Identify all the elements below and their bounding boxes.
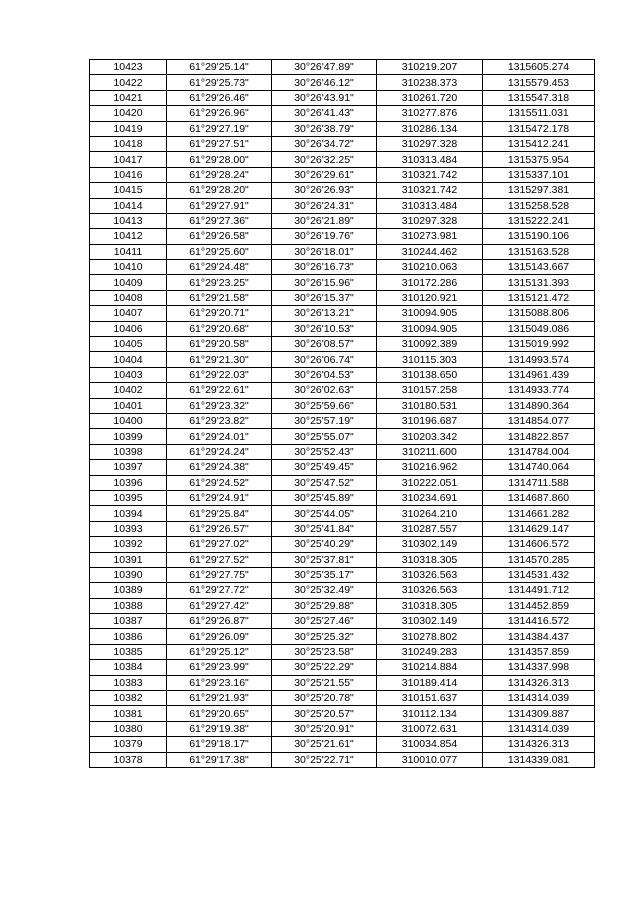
y-coordinate-cell: 1314687.860 — [483, 490, 595, 505]
longitude-cell: 30°25'22.71" — [272, 752, 377, 767]
point-number-cell: 10381 — [90, 706, 167, 721]
longitude-cell: 30°26'21.89" — [272, 213, 377, 228]
latitude-cell: 61°29'24.48" — [167, 260, 272, 275]
y-coordinate-cell: 1315472.178 — [483, 121, 595, 136]
point-number-cell: 10418 — [90, 136, 167, 151]
latitude-cell: 61°29'26.87" — [167, 614, 272, 629]
x-coordinate-cell: 310112.134 — [377, 706, 483, 721]
x-coordinate-cell: 310297.328 — [377, 213, 483, 228]
longitude-cell: 30°26'46.12" — [272, 75, 377, 90]
longitude-cell: 30°25'49.45" — [272, 460, 377, 475]
latitude-cell: 61°29'20.65" — [167, 706, 272, 721]
y-coordinate-cell: 1314822.857 — [483, 429, 595, 444]
point-number-cell: 10382 — [90, 691, 167, 706]
x-coordinate-cell: 310313.484 — [377, 152, 483, 167]
longitude-cell: 30°25'41.84" — [272, 521, 377, 536]
table-row — [90, 506, 595, 521]
longitude-cell: 30°25'20.78" — [272, 691, 377, 706]
x-coordinate-cell: 310244.462 — [377, 244, 483, 259]
x-coordinate-cell: 310234.691 — [377, 490, 483, 505]
longitude-cell: 30°26'29.61" — [272, 167, 377, 182]
longitude-cell: 30°26'10.53" — [272, 321, 377, 336]
table-row — [90, 614, 595, 629]
y-coordinate-cell: 1314933.774 — [483, 383, 595, 398]
y-coordinate-cell: 1315049.086 — [483, 321, 595, 336]
x-coordinate-cell: 310034.854 — [377, 737, 483, 752]
longitude-cell: 30°25'45.89" — [272, 490, 377, 505]
latitude-cell: 61°29'23.25" — [167, 275, 272, 290]
y-coordinate-cell: 1314740.064 — [483, 460, 595, 475]
latitude-cell: 61°29'23.16" — [167, 675, 272, 690]
y-coordinate-cell: 1315412.241 — [483, 136, 595, 151]
latitude-cell: 61°29'18.17" — [167, 737, 272, 752]
y-coordinate-cell: 1314309.887 — [483, 706, 595, 721]
x-coordinate-cell: 310157.258 — [377, 383, 483, 398]
table-row — [90, 598, 595, 613]
x-coordinate-cell: 310222.051 — [377, 475, 483, 490]
longitude-cell: 30°25'59.66" — [272, 398, 377, 413]
x-coordinate-cell: 310211.600 — [377, 444, 483, 459]
latitude-cell: 61°29'25.73" — [167, 75, 272, 90]
y-coordinate-cell: 1315297.381 — [483, 183, 595, 198]
longitude-cell: 30°25'37.81" — [272, 552, 377, 567]
table-row — [90, 567, 595, 582]
table-row — [90, 552, 595, 567]
coordinates-table-body — [90, 60, 595, 768]
x-coordinate-cell: 310249.283 — [377, 644, 483, 659]
latitude-cell: 61°29'27.91" — [167, 198, 272, 213]
point-number-cell: 10392 — [90, 537, 167, 552]
y-coordinate-cell: 1314961.439 — [483, 367, 595, 382]
latitude-cell: 61°29'20.58" — [167, 337, 272, 352]
table-row — [90, 644, 595, 659]
point-number-cell: 10398 — [90, 444, 167, 459]
longitude-cell: 30°25'55.07" — [272, 429, 377, 444]
table-row — [90, 306, 595, 321]
latitude-cell: 61°29'19.38" — [167, 721, 272, 736]
longitude-cell: 30°25'20.57" — [272, 706, 377, 721]
x-coordinate-cell: 310210.063 — [377, 260, 483, 275]
longitude-cell: 30°26'02.63" — [272, 383, 377, 398]
y-coordinate-cell: 1315579.453 — [483, 75, 595, 90]
longitude-cell: 30°25'21.61" — [272, 737, 377, 752]
latitude-cell: 61°29'27.02" — [167, 537, 272, 552]
point-number-cell: 10380 — [90, 721, 167, 736]
longitude-cell: 30°25'57.19" — [272, 413, 377, 428]
x-coordinate-cell: 310180.531 — [377, 398, 483, 413]
y-coordinate-cell: 1315121.472 — [483, 290, 595, 305]
y-coordinate-cell: 1315088.806 — [483, 306, 595, 321]
y-coordinate-cell: 1315131.393 — [483, 275, 595, 290]
latitude-cell: 61°29'22.61" — [167, 383, 272, 398]
longitude-cell: 30°26'34.72" — [272, 136, 377, 151]
y-coordinate-cell: 1315163.528 — [483, 244, 595, 259]
longitude-cell: 30°26'19.76" — [272, 229, 377, 244]
y-coordinate-cell: 1315547.318 — [483, 90, 595, 105]
table-row — [90, 660, 595, 675]
point-number-cell: 10416 — [90, 167, 167, 182]
point-number-cell: 10423 — [90, 60, 167, 75]
point-number-cell: 10379 — [90, 737, 167, 752]
table-row — [90, 398, 595, 413]
y-coordinate-cell: 1314314.039 — [483, 721, 595, 736]
x-coordinate-cell: 310238.373 — [377, 75, 483, 90]
y-coordinate-cell: 1314711.588 — [483, 475, 595, 490]
latitude-cell: 61°29'25.60" — [167, 244, 272, 259]
longitude-cell: 30°25'35.17" — [272, 567, 377, 582]
table-row — [90, 183, 595, 198]
x-coordinate-cell: 310094.905 — [377, 321, 483, 336]
x-coordinate-cell: 310321.742 — [377, 167, 483, 182]
point-number-cell: 10388 — [90, 598, 167, 613]
table-row — [90, 752, 595, 767]
x-coordinate-cell: 310216.962 — [377, 460, 483, 475]
longitude-cell: 30°26'06.74" — [272, 352, 377, 367]
x-coordinate-cell: 310138.650 — [377, 367, 483, 382]
latitude-cell: 61°29'25.14" — [167, 60, 272, 75]
y-coordinate-cell: 1314314.039 — [483, 691, 595, 706]
y-coordinate-cell: 1314606.572 — [483, 537, 595, 552]
longitude-cell: 30°26'13.21" — [272, 306, 377, 321]
point-number-cell: 10395 — [90, 490, 167, 505]
coordinates-table — [89, 59, 595, 768]
table-row — [90, 629, 595, 644]
table-row — [90, 198, 595, 213]
point-number-cell: 10412 — [90, 229, 167, 244]
latitude-cell: 61°29'24.91" — [167, 490, 272, 505]
point-number-cell: 10383 — [90, 675, 167, 690]
table-row — [90, 167, 595, 182]
y-coordinate-cell: 1314531.432 — [483, 567, 595, 582]
longitude-cell: 30°26'38.79" — [272, 121, 377, 136]
y-coordinate-cell: 1314339.081 — [483, 752, 595, 767]
point-number-cell: 10399 — [90, 429, 167, 444]
table-row — [90, 721, 595, 736]
y-coordinate-cell: 1314326.313 — [483, 675, 595, 690]
x-coordinate-cell: 310214.884 — [377, 660, 483, 675]
table-row — [90, 490, 595, 505]
x-coordinate-cell: 310172.286 — [377, 275, 483, 290]
point-number-cell: 10394 — [90, 506, 167, 521]
latitude-cell: 61°29'27.52" — [167, 552, 272, 567]
x-coordinate-cell: 310302.149 — [377, 614, 483, 629]
table-row — [90, 444, 595, 459]
longitude-cell: 30°25'29.88" — [272, 598, 377, 613]
longitude-cell: 30°26'41.43" — [272, 106, 377, 121]
latitude-cell: 61°29'24.01" — [167, 429, 272, 444]
latitude-cell: 61°29'26.09" — [167, 629, 272, 644]
x-coordinate-cell: 310092.389 — [377, 337, 483, 352]
point-number-cell: 10417 — [90, 152, 167, 167]
table-row — [90, 152, 595, 167]
table-row — [90, 121, 595, 136]
longitude-cell: 30°26'15.37" — [272, 290, 377, 305]
latitude-cell: 61°29'26.58" — [167, 229, 272, 244]
x-coordinate-cell: 310326.563 — [377, 583, 483, 598]
y-coordinate-cell: 1315143.667 — [483, 260, 595, 275]
latitude-cell: 61°29'17.38" — [167, 752, 272, 767]
longitude-cell: 30°25'22.29" — [272, 660, 377, 675]
longitude-cell: 30°26'18.01" — [272, 244, 377, 259]
point-number-cell: 10420 — [90, 106, 167, 121]
latitude-cell: 61°29'27.42" — [167, 598, 272, 613]
point-number-cell: 10408 — [90, 290, 167, 305]
table-row — [90, 106, 595, 121]
latitude-cell: 61°29'22.03" — [167, 367, 272, 382]
latitude-cell: 61°29'21.30" — [167, 352, 272, 367]
longitude-cell: 30°25'23.58" — [272, 644, 377, 659]
x-coordinate-cell: 310318.305 — [377, 552, 483, 567]
point-number-cell: 10415 — [90, 183, 167, 198]
y-coordinate-cell: 1315511.031 — [483, 106, 595, 121]
table-row — [90, 706, 595, 721]
x-coordinate-cell: 310151.637 — [377, 691, 483, 706]
y-coordinate-cell: 1315190.106 — [483, 229, 595, 244]
latitude-cell: 61°29'27.75" — [167, 567, 272, 582]
x-coordinate-cell: 310277.876 — [377, 106, 483, 121]
latitude-cell: 61°29'23.32" — [167, 398, 272, 413]
point-number-cell: 10387 — [90, 614, 167, 629]
table-row — [90, 337, 595, 352]
longitude-cell: 30°25'40.29" — [272, 537, 377, 552]
latitude-cell: 61°29'26.57" — [167, 521, 272, 536]
x-coordinate-cell: 310273.981 — [377, 229, 483, 244]
x-coordinate-cell: 310278.802 — [377, 629, 483, 644]
x-coordinate-cell: 310120.921 — [377, 290, 483, 305]
x-coordinate-cell: 310297.328 — [377, 136, 483, 151]
table-row — [90, 691, 595, 706]
latitude-cell: 61°29'25.84" — [167, 506, 272, 521]
longitude-cell: 30°25'27.46" — [272, 614, 377, 629]
table-row — [90, 737, 595, 752]
latitude-cell: 61°29'23.82" — [167, 413, 272, 428]
point-number-cell: 10391 — [90, 552, 167, 567]
table-row — [90, 583, 595, 598]
point-number-cell: 10403 — [90, 367, 167, 382]
longitude-cell: 30°25'32.49" — [272, 583, 377, 598]
latitude-cell: 61°29'27.51" — [167, 136, 272, 151]
table-row — [90, 60, 595, 75]
x-coordinate-cell: 310219.207 — [377, 60, 483, 75]
point-number-cell: 10378 — [90, 752, 167, 767]
point-number-cell: 10404 — [90, 352, 167, 367]
table-row — [90, 90, 595, 105]
y-coordinate-cell: 1314452.859 — [483, 598, 595, 613]
y-coordinate-cell: 1315258.528 — [483, 198, 595, 213]
table-row — [90, 229, 595, 244]
longitude-cell: 30°26'47.89" — [272, 60, 377, 75]
latitude-cell: 61°29'26.46" — [167, 90, 272, 105]
latitude-cell: 61°29'20.71" — [167, 306, 272, 321]
longitude-cell: 30°26'26.93" — [272, 183, 377, 198]
point-number-cell: 10384 — [90, 660, 167, 675]
point-number-cell: 10386 — [90, 629, 167, 644]
point-number-cell: 10406 — [90, 321, 167, 336]
point-number-cell: 10409 — [90, 275, 167, 290]
point-number-cell: 10385 — [90, 644, 167, 659]
table-row — [90, 367, 595, 382]
longitude-cell: 30°25'21.55" — [272, 675, 377, 690]
x-coordinate-cell: 310287.557 — [377, 521, 483, 536]
y-coordinate-cell: 1314337.998 — [483, 660, 595, 675]
table-row — [90, 75, 595, 90]
table-row — [90, 521, 595, 536]
y-coordinate-cell: 1314570.285 — [483, 552, 595, 567]
longitude-cell: 30°25'47.52" — [272, 475, 377, 490]
table-row — [90, 260, 595, 275]
longitude-cell: 30°25'20.91" — [272, 721, 377, 736]
x-coordinate-cell: 310072.631 — [377, 721, 483, 736]
y-coordinate-cell: 1314326.313 — [483, 737, 595, 752]
longitude-cell: 30°26'15.96" — [272, 275, 377, 290]
point-number-cell: 10389 — [90, 583, 167, 598]
longitude-cell: 30°26'24.31" — [272, 198, 377, 213]
latitude-cell: 61°29'21.93" — [167, 691, 272, 706]
table-row — [90, 244, 595, 259]
y-coordinate-cell: 1315605.274 — [483, 60, 595, 75]
table-row — [90, 290, 595, 305]
y-coordinate-cell: 1314357.859 — [483, 644, 595, 659]
point-number-cell: 10422 — [90, 75, 167, 90]
longitude-cell: 30°25'25.32" — [272, 629, 377, 644]
x-coordinate-cell: 310010.077 — [377, 752, 483, 767]
table-row — [90, 413, 595, 428]
y-coordinate-cell: 1314416.572 — [483, 614, 595, 629]
point-number-cell: 10421 — [90, 90, 167, 105]
latitude-cell: 61°29'28.20" — [167, 183, 272, 198]
y-coordinate-cell: 1315337.101 — [483, 167, 595, 182]
table-row — [90, 675, 595, 690]
x-coordinate-cell: 310326.563 — [377, 567, 483, 582]
x-coordinate-cell: 310203.342 — [377, 429, 483, 444]
point-number-cell: 10393 — [90, 521, 167, 536]
latitude-cell: 61°29'28.00" — [167, 152, 272, 167]
longitude-cell: 30°26'32.25" — [272, 152, 377, 167]
x-coordinate-cell: 310318.305 — [377, 598, 483, 613]
point-number-cell: 10390 — [90, 567, 167, 582]
point-number-cell: 10396 — [90, 475, 167, 490]
table-row — [90, 460, 595, 475]
table-row — [90, 475, 595, 490]
point-number-cell: 10405 — [90, 337, 167, 352]
point-number-cell: 10401 — [90, 398, 167, 413]
latitude-cell: 61°29'24.52" — [167, 475, 272, 490]
y-coordinate-cell: 1314854.077 — [483, 413, 595, 428]
point-number-cell: 10414 — [90, 198, 167, 213]
point-number-cell: 10407 — [90, 306, 167, 321]
table-row — [90, 321, 595, 336]
latitude-cell: 61°29'28.24" — [167, 167, 272, 182]
latitude-cell: 61°29'23.99" — [167, 660, 272, 675]
y-coordinate-cell: 1315222.241 — [483, 213, 595, 228]
latitude-cell: 61°29'25.12" — [167, 644, 272, 659]
longitude-cell: 30°26'43.91" — [272, 90, 377, 105]
table-row — [90, 537, 595, 552]
y-coordinate-cell: 1314384.437 — [483, 629, 595, 644]
x-coordinate-cell: 310321.742 — [377, 183, 483, 198]
point-number-cell: 10413 — [90, 213, 167, 228]
y-coordinate-cell: 1314491.712 — [483, 583, 595, 598]
point-number-cell: 10419 — [90, 121, 167, 136]
x-coordinate-cell: 310264.210 — [377, 506, 483, 521]
y-coordinate-cell: 1315375.954 — [483, 152, 595, 167]
x-coordinate-cell: 310094.905 — [377, 306, 483, 321]
x-coordinate-cell: 310313.484 — [377, 198, 483, 213]
point-number-cell: 10411 — [90, 244, 167, 259]
x-coordinate-cell: 310189.414 — [377, 675, 483, 690]
y-coordinate-cell: 1314993.574 — [483, 352, 595, 367]
latitude-cell: 61°29'27.19" — [167, 121, 272, 136]
y-coordinate-cell: 1315019.992 — [483, 337, 595, 352]
y-coordinate-cell: 1314629.147 — [483, 521, 595, 536]
y-coordinate-cell: 1314661.282 — [483, 506, 595, 521]
longitude-cell: 30°25'44.05" — [272, 506, 377, 521]
x-coordinate-cell: 310196.687 — [377, 413, 483, 428]
point-number-cell: 10400 — [90, 413, 167, 428]
latitude-cell: 61°29'27.72" — [167, 583, 272, 598]
y-coordinate-cell: 1314890.364 — [483, 398, 595, 413]
latitude-cell: 61°29'21.58" — [167, 290, 272, 305]
table-row — [90, 429, 595, 444]
latitude-cell: 61°29'24.24" — [167, 444, 272, 459]
point-number-cell: 10410 — [90, 260, 167, 275]
latitude-cell: 61°29'24.38" — [167, 460, 272, 475]
longitude-cell: 30°26'16.73" — [272, 260, 377, 275]
longitude-cell: 30°26'08.57" — [272, 337, 377, 352]
y-coordinate-cell: 1314784.004 — [483, 444, 595, 459]
table-row — [90, 136, 595, 151]
x-coordinate-cell: 310115.303 — [377, 352, 483, 367]
table-row — [90, 352, 595, 367]
table-row — [90, 275, 595, 290]
point-number-cell: 10397 — [90, 460, 167, 475]
longitude-cell: 30°26'04.53" — [272, 367, 377, 382]
latitude-cell: 61°29'20.68" — [167, 321, 272, 336]
longitude-cell: 30°25'52.43" — [272, 444, 377, 459]
point-number-cell: 10402 — [90, 383, 167, 398]
table-row — [90, 383, 595, 398]
latitude-cell: 61°29'26.96" — [167, 106, 272, 121]
x-coordinate-cell: 310261.720 — [377, 90, 483, 105]
x-coordinate-cell: 310286.134 — [377, 121, 483, 136]
latitude-cell: 61°29'27.36" — [167, 213, 272, 228]
x-coordinate-cell: 310302.149 — [377, 537, 483, 552]
table-row — [90, 213, 595, 228]
